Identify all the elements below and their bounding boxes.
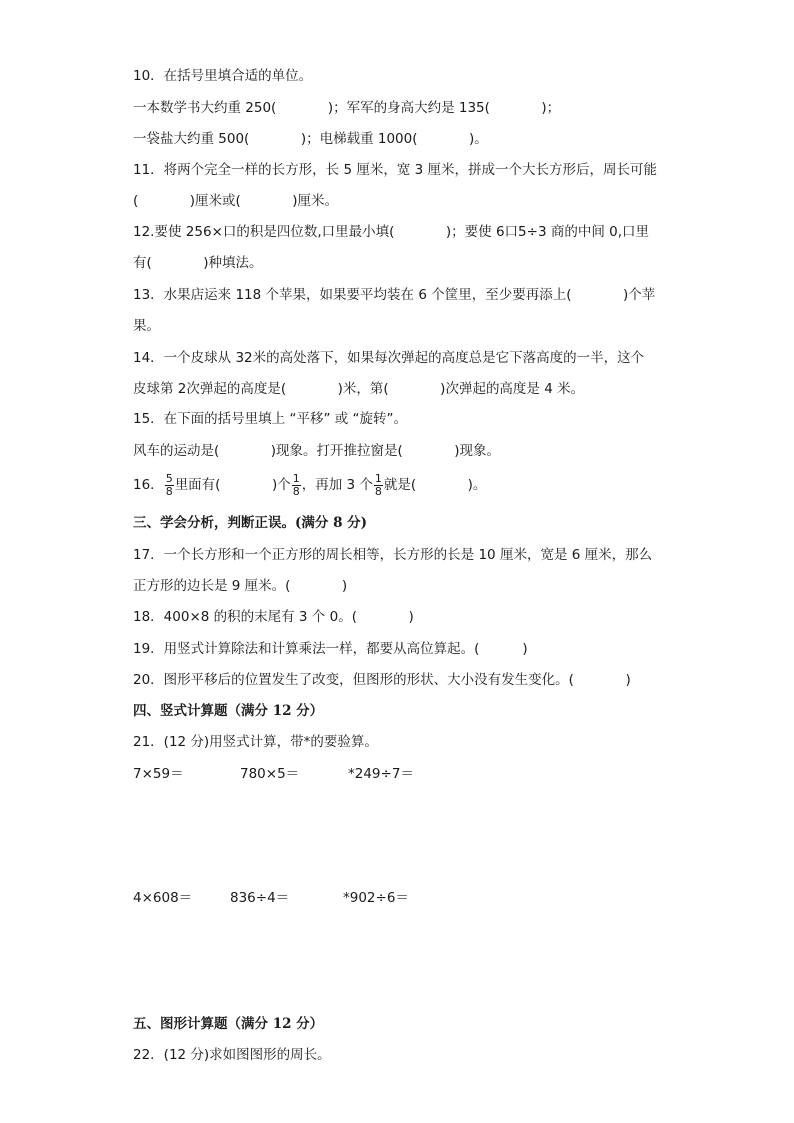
q22-line: 22．(12 分)求如图图形的周长。 bbox=[133, 1047, 331, 1063]
calc-836div4: 836÷4＝ bbox=[230, 890, 290, 906]
q10-line1: 一本数学书大约重 250( )；军军的身高大约是 135( )； bbox=[133, 100, 561, 116]
calc-249div7: *249÷7＝ bbox=[348, 766, 414, 782]
calc-780x5: 780×5＝ bbox=[240, 766, 300, 782]
fraction-5-8 bbox=[165, 473, 174, 498]
fraction-numerator: 1 bbox=[292, 471, 300, 485]
q15-line2: 风车的运动是( )现象。打开推拉窗是( )现象。 bbox=[133, 443, 501, 459]
q14-line1: 14．一个皮球从 32米的高处落下，如果每次弹起的高度总是它下落高度的一半，这个 bbox=[133, 350, 645, 366]
calc-4x608: 4×608＝ bbox=[133, 890, 193, 906]
q16-text2: ，再加 3 个 bbox=[301, 477, 373, 493]
section5-heading: 五、图形计算题（满分 12 分） bbox=[133, 1016, 324, 1032]
q10-line2: 一袋盐大约重 500( )；电梯载重 1000( )。 bbox=[133, 131, 488, 147]
fraction-denominator: 8 bbox=[165, 484, 173, 498]
q11-line1: 11．将两个完全一样的长方形，长 5 厘米，宽 3 厘米，拼成一个大长方形后，周长可能 bbox=[133, 162, 658, 178]
q16-text3: 就是( )。 bbox=[383, 477, 487, 493]
q11-line2: ( )厘米或( )厘米。 bbox=[133, 193, 339, 209]
section3-heading: 三、学会分析，判断正误。(满分 8 分) bbox=[133, 515, 368, 531]
q13-line2: 果。 bbox=[133, 318, 160, 334]
fraction-1-8 bbox=[374, 473, 383, 498]
fraction-denominator: 8 bbox=[374, 484, 382, 498]
q16-line bbox=[133, 470, 486, 500]
q17-line1: 17．一个长方形和一个正方形的周长相等，长方形的长是 10 厘米，宽是 6 厘米，那么 bbox=[133, 547, 653, 563]
q17-line2: 正方形的边长是 9 厘米。( ) bbox=[133, 578, 348, 594]
q16-text1: 里面有( )个 bbox=[174, 477, 291, 493]
q21-line: 21．(12 分)用竖式计算，带*的要验算。 bbox=[133, 734, 378, 750]
q18-line: 18．400×8 的积的末尾有 3 个 0。( ) bbox=[133, 609, 414, 625]
calc-7x59: 7×59＝ bbox=[133, 766, 184, 782]
fraction-numerator: 1 bbox=[374, 471, 382, 485]
q19-line: 19．用竖式计算除法和计算乘法一样，都要从高位算起。( ) bbox=[133, 641, 528, 657]
q13-line1: 13．水果店运来 118 个苹果，如果要平均装在 6 个筐里，至少要再添上( )个苹 bbox=[133, 287, 656, 303]
q16-number: 16． bbox=[133, 477, 164, 493]
calc-902div6: *902÷6＝ bbox=[343, 890, 409, 906]
fraction-1-8 bbox=[292, 473, 301, 498]
fraction-numerator: 5 bbox=[165, 471, 173, 485]
section4-heading: 四、竖式计算题（满分 12 分） bbox=[133, 703, 324, 719]
q14-line2: 皮球第 2次弹起的高度是( )米，第( )次弹起的高度是 4 米。 bbox=[133, 381, 585, 397]
q12-line1: 12.要使 256×口的积是四位数,口里最小填( )；要使 6口5÷3 商的中间 0,口里 bbox=[133, 224, 649, 240]
q20-line: 20．图形平移后的位置发生了改变，但图形的形状、大小没有发生变化。( ) bbox=[133, 672, 631, 688]
q15-line1: 15．在下面的括号里填上 “平移” 或 “旋转”。 bbox=[133, 411, 408, 427]
fraction-denominator: 8 bbox=[292, 484, 300, 498]
q12-line2: 有( )种填法。 bbox=[133, 255, 263, 271]
q10-title: 10．在括号里填合适的单位。 bbox=[133, 68, 313, 84]
